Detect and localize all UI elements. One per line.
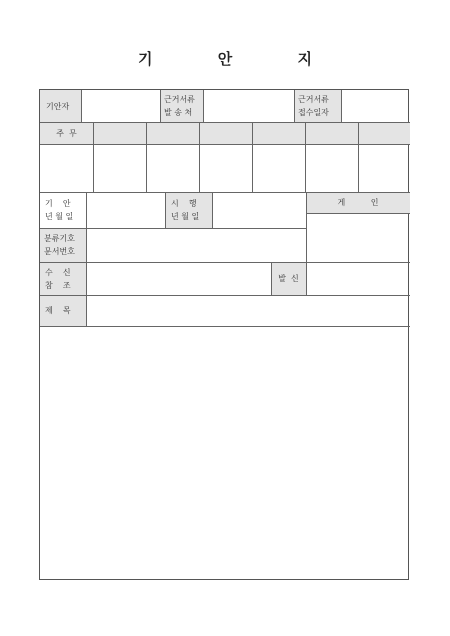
col-divider (93, 122, 94, 192)
row-divider (40, 122, 410, 123)
col-divider (165, 192, 166, 228)
basis-date-label: 근거서류 접수일자 (298, 95, 329, 117)
col-divider (212, 192, 213, 228)
row-divider (40, 295, 410, 296)
basis-sender-label: 근거서류 발 송 처 (164, 95, 195, 117)
classification-label: 분류기호 문서번호 (44, 234, 75, 256)
col-divider (199, 122, 200, 192)
recipient-label: 수 신 참 조 (45, 267, 71, 290)
body-area[interactable] (40, 326, 408, 579)
col-divider (358, 122, 359, 192)
drafter-label: 기안자 (46, 101, 70, 111)
draft-date-label: 기 안 년 월 일 (45, 199, 74, 221)
col-divider (160, 90, 161, 122)
exec-date-label: 시 행 년 월 일 (171, 199, 200, 221)
document-title: 기 안 지 (138, 50, 342, 68)
row-divider (306, 213, 410, 214)
row-divider (40, 262, 410, 263)
row-divider (40, 144, 410, 145)
col-divider (86, 192, 87, 326)
subject-label: 제 목 (45, 306, 71, 315)
col-divider (146, 122, 147, 192)
draft-form (39, 89, 409, 580)
col-divider (305, 122, 306, 192)
approval-header-row (40, 122, 410, 144)
attention-label: 주 무 (56, 128, 77, 138)
sender-label: 발 신 (278, 274, 299, 283)
col-divider (252, 122, 253, 192)
notice-label: 게 인 (337, 198, 379, 207)
col-divider (306, 262, 307, 295)
col-divider (294, 90, 295, 122)
